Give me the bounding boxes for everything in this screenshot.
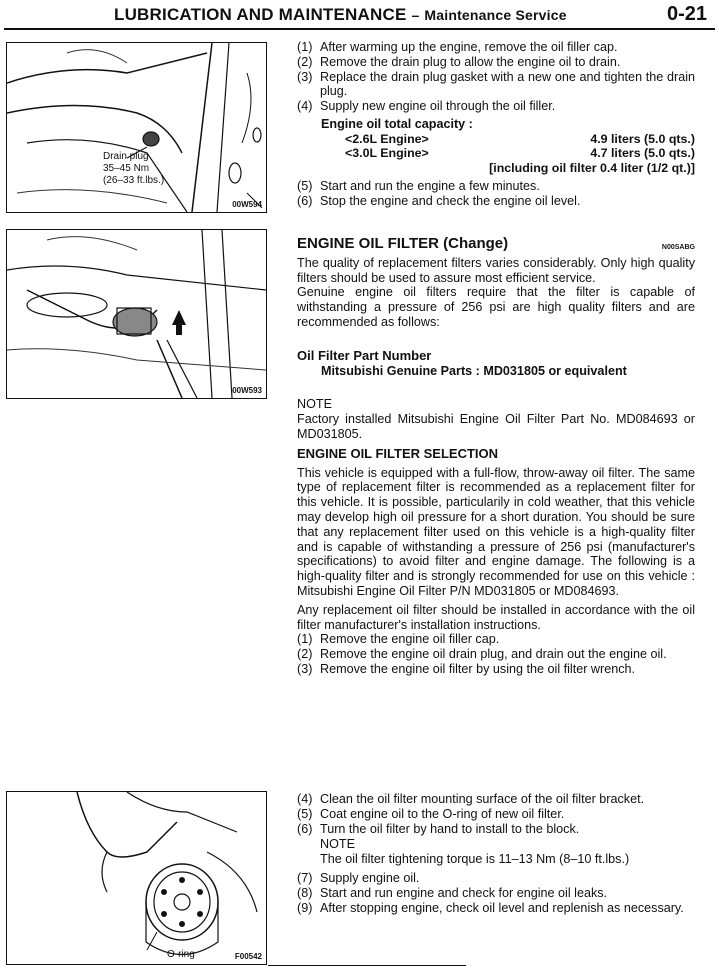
figure-oil-filter-location (6, 229, 267, 399)
drain-steps (297, 40, 695, 114)
list-item: (5) Start and run the engine a few minutes. (297, 179, 540, 194)
page-number: 0-21 (666, 3, 707, 25)
part-number-heading: Oil Filter Part Number (297, 347, 432, 363)
list-item: (5) Coat engine oil to the O-ring of new oil filter. (297, 806, 565, 821)
figure-code: F00542 (234, 952, 262, 961)
section-tag: N00SABG (661, 244, 695, 251)
page-title: LUBRICATION AND MAINTENANCE – Maintenance Service (114, 5, 567, 24)
list-item: (3) Replace the drain plug gasket with a new one and tighten the drain plug. (297, 69, 695, 99)
note-text: Factory installed Mitsubishi Engine Oil Filter Part No. MD084693 or MD031805. (297, 412, 695, 441)
filter-change-para-1: The quality of replacement filters varies considerably. Only high quality filters should be used to assure most efficient service. (297, 255, 695, 285)
drain-plug-torque-ftlbs: (26–33 ft.lbs.) (103, 175, 165, 186)
page-subtitle: Maintenance Service (424, 7, 567, 23)
filter-steps-3 (297, 871, 695, 915)
list-item: (6) Turn the oil filter by hand to install to the block. (297, 821, 580, 836)
capacity-block (297, 117, 695, 175)
figure-oil-filter-install (6, 791, 267, 965)
list-item: (9) After stopping engine, check oil level and replenish as necessary. (297, 900, 684, 915)
note-block-1 (297, 397, 695, 441)
filter-change-heading-row (297, 237, 695, 252)
list-item: (4) Supply new engine oil through the oil filler. (297, 99, 556, 114)
filter-install-section (297, 792, 695, 915)
list-item: (6) Stop the engine and check the engine oil level. (297, 194, 581, 209)
filter-change-heading: ENGINE OIL FILTER (Change) (297, 235, 509, 252)
figure-code: 00W594 (232, 200, 262, 209)
drain-steps-2 (297, 179, 695, 209)
selection-para-1: This vehicle is equipped with a full-flow, throw-away oil filter. The same type of replacement filter is recommended as a replacement filter for this vehicle. It is possible, particularily in cold weather, that this vehicle may develop high oil pressure for a short duration. You should be sure that any replacement filter used on this vehicle is a high-quality filter and is capable of withstanding a pressure of 256 psi (manufacturer's specifications) to avoid filter and engine damage. The following is a high-quality filter and is strongly recommended for use on this vehicle : Mitsubishi Engine Oil Filter P/N MD031805 or MD084693. (297, 465, 695, 598)
capacity-row: <3.0L Engine> 4.7 liters (5.0 qts.) (345, 146, 695, 161)
part-number-line: Mitsubishi Genuine Parts : MD031805 or equivalent (321, 363, 627, 378)
selection-para-2: Any replacement oil filter should be installed in accordance with the oil filter manufacturer's installation instructions. (297, 602, 695, 632)
capacity-heading: Engine oil total capacity : (321, 116, 473, 131)
capacity-row: <2.6L Engine> 4.9 liters (5.0 qts.) (345, 131, 695, 146)
bottom-rule (268, 965, 466, 966)
selection-heading: ENGINE OIL FILTER SELECTION (297, 445, 499, 461)
oil-filter-section (297, 237, 695, 677)
capacity-note: [including oil filter 0.4 liter (1/2 qt.)] (489, 160, 695, 175)
filter-steps (297, 632, 695, 676)
drain-plug-torque-nm: 35–45 Nm (103, 163, 150, 174)
list-item: (4) Clean the oil filter mounting surface of the oil filter bracket. (297, 792, 645, 806)
oil-filter-install-illustration (7, 792, 266, 964)
list-item: (7) Supply engine oil. (297, 870, 420, 885)
list-item: (2) Remove the engine oil drain plug, and drain out the engine oil. (297, 647, 667, 662)
note-text: The oil filter tightening torque is 11–13 Nm (8–10 ft.lbs.) (320, 852, 630, 867)
list-item: (1) Remove the engine oil filler cap. (297, 632, 500, 647)
note-label: NOTE (320, 837, 355, 852)
note-block-2 (297, 837, 695, 867)
filter-change-para-2: Genuine engine oil filters require that the filter is capable of withstanding a pressure of 256 psi are high quality filters and are recommended as follows: (297, 285, 695, 329)
drain-plug-label: Drain plug (103, 151, 149, 162)
drain-plug-illustration (7, 43, 266, 212)
header-rule (4, 28, 715, 30)
list-item: (3) Remove the engine oil filter by using the oil filter wrench. (297, 661, 636, 676)
filter-steps-2 (297, 792, 695, 836)
list-item: (8) Start and run engine and check for engine oil leaks. (297, 885, 608, 900)
page-header (0, 0, 719, 30)
oil-change-section (297, 40, 695, 209)
oil-filter-location-illustration (7, 230, 266, 398)
o-ring-label: O-ring (167, 949, 195, 960)
list-item: (1) After warming up the engine, remove the oil filler cap. (297, 40, 618, 54)
list-item: (2) Remove the drain plug to allow the engine oil to drain. (297, 54, 621, 69)
figure-drain-plug (6, 42, 267, 213)
part-number-block (297, 349, 695, 379)
note-label: NOTE (297, 397, 332, 412)
figure-code: 00W593 (232, 386, 262, 395)
